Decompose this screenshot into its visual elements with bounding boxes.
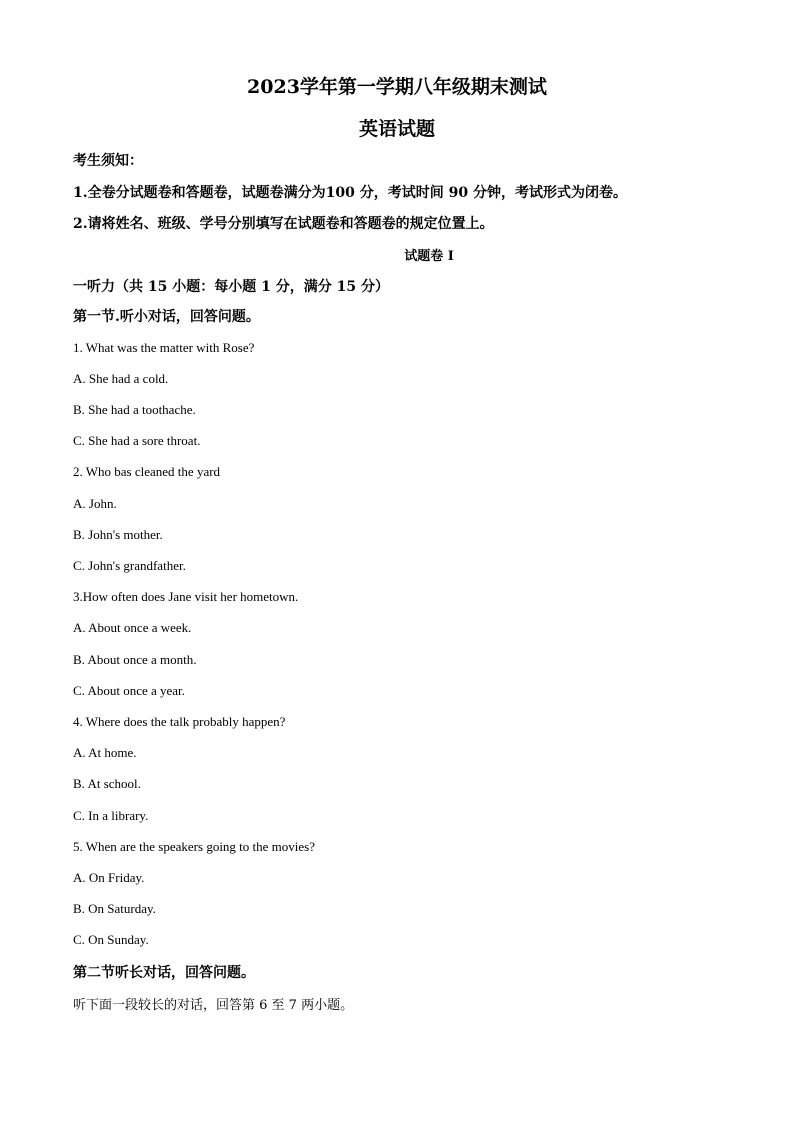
- question-option: A. On Friday.: [73, 870, 145, 885]
- part1-heading: 第一节.听小对话，回答问题。: [73, 309, 260, 325]
- question-option: C. In a library.: [73, 808, 149, 823]
- section2-heading: 第二节听长对话，回答问题。: [73, 965, 255, 981]
- question-option: A. She had a cold.: [73, 371, 169, 386]
- question-option: A. At home.: [73, 745, 137, 760]
- question-option: A. John.: [73, 496, 117, 511]
- notice-item-1: 1.全卷分试题卷和答题卷，试题卷满分为100 分，考试时间 90 分钟，考试形式为闭卷。: [73, 185, 627, 201]
- question-option: B. At school.: [73, 776, 141, 791]
- question-stem: 5. When are the speakers going to the movies?: [73, 839, 315, 854]
- question-option: C. She had a sore throat.: [73, 433, 201, 448]
- notice-label: 考生须知：: [73, 153, 143, 169]
- question-option: A. About once a week.: [73, 620, 192, 635]
- question-option: B. About once a month.: [73, 652, 197, 667]
- question-stem: 4. Where does the talk probably happen?: [73, 714, 286, 729]
- question-stem: 1. What was the matter with Rose?: [73, 340, 255, 355]
- question-option: B. John's mother.: [73, 527, 163, 542]
- exam-title: 2023学年第一学期八年级期末测试: [247, 76, 547, 98]
- question-stem: 2. Who bas cleaned the yard: [73, 464, 221, 479]
- question-option: C. On Sunday.: [73, 932, 149, 947]
- question-stem: 3.How often does Jane visit her hometown.: [73, 589, 299, 604]
- question-option: C. About once a year.: [73, 683, 185, 698]
- question-option: B. She had a toothache.: [73, 402, 196, 417]
- section2-instruction: 听下面一段较长的对话，回答第 6 至 7 两小题。: [73, 998, 354, 1013]
- question-option: C. John's grandfather.: [73, 558, 186, 573]
- question-option: B. On Saturday.: [73, 901, 156, 916]
- notice-item-2: 2.请将姓名、班级、学号分别填写在试题卷和答题卷的规定位置上。: [73, 216, 494, 232]
- section1-heading: 一听力（共 15 小题：每小题 1 分，满分 15 分）: [73, 279, 389, 295]
- subject-title: 英语试题: [358, 118, 435, 140]
- paper-label: 试题卷 I: [404, 249, 454, 264]
